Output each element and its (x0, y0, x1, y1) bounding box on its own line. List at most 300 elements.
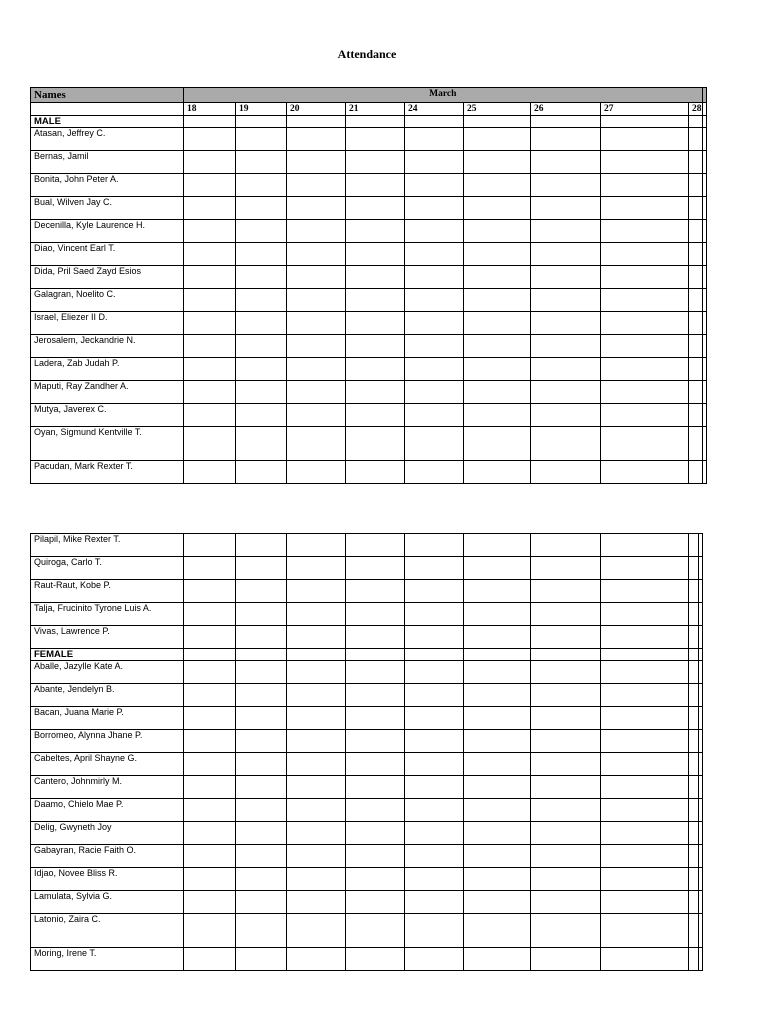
attendance-cell[interactable] (601, 684, 689, 707)
attendance-cell[interactable] (346, 603, 405, 626)
attendance-cell[interactable] (464, 116, 531, 128)
attendance-cell[interactable] (405, 891, 464, 914)
attendance-cell[interactable] (464, 266, 531, 289)
attendance-cell[interactable] (464, 289, 531, 312)
attendance-cell[interactable] (689, 603, 699, 626)
attendance-cell[interactable] (601, 151, 689, 174)
attendance-cell[interactable] (346, 661, 405, 684)
attendance-cell[interactable] (184, 776, 236, 799)
attendance-cell[interactable] (601, 534, 689, 557)
attendance-cell[interactable] (699, 822, 703, 845)
attendance-cell[interactable] (287, 427, 346, 461)
attendance-cell[interactable] (531, 557, 601, 580)
attendance-cell[interactable] (405, 197, 464, 220)
attendance-cell[interactable] (236, 684, 287, 707)
attendance-cell[interactable] (184, 220, 236, 243)
attendance-cell[interactable] (689, 266, 703, 289)
attendance-cell[interactable] (184, 128, 236, 151)
attendance-cell[interactable] (689, 868, 699, 891)
attendance-cell[interactable] (702, 128, 706, 151)
attendance-cell[interactable] (184, 845, 236, 868)
attendance-cell[interactable] (346, 266, 405, 289)
attendance-cell[interactable] (184, 312, 236, 335)
attendance-cell[interactable] (531, 151, 601, 174)
attendance-cell[interactable] (346, 914, 405, 948)
attendance-cell[interactable] (689, 626, 699, 649)
attendance-cell[interactable] (531, 868, 601, 891)
attendance-cell[interactable] (346, 649, 405, 661)
attendance-cell[interactable] (464, 427, 531, 461)
attendance-cell[interactable] (346, 335, 405, 358)
attendance-cell[interactable] (184, 707, 236, 730)
attendance-cell[interactable] (689, 128, 703, 151)
attendance-cell[interactable] (346, 358, 405, 381)
attendance-cell[interactable] (601, 914, 689, 948)
attendance-cell[interactable] (184, 289, 236, 312)
attendance-cell[interactable] (699, 845, 703, 868)
attendance-cell[interactable] (236, 534, 287, 557)
attendance-cell[interactable] (184, 914, 236, 948)
attendance-cell[interactable] (236, 580, 287, 603)
attendance-cell[interactable] (531, 243, 601, 266)
attendance-cell[interactable] (184, 661, 236, 684)
attendance-cell[interactable] (236, 822, 287, 845)
attendance-cell[interactable] (287, 753, 346, 776)
attendance-cell[interactable] (236, 174, 287, 197)
attendance-cell[interactable] (601, 335, 689, 358)
attendance-cell[interactable] (531, 289, 601, 312)
attendance-cell[interactable] (184, 649, 236, 661)
attendance-cell[interactable] (236, 707, 287, 730)
attendance-cell[interactable] (184, 730, 236, 753)
attendance-cell[interactable] (287, 534, 346, 557)
attendance-cell[interactable] (287, 461, 346, 484)
attendance-cell[interactable] (464, 220, 531, 243)
attendance-cell[interactable] (601, 603, 689, 626)
attendance-cell[interactable] (184, 799, 236, 822)
attendance-cell[interactable] (236, 312, 287, 335)
attendance-cell[interactable] (236, 948, 287, 971)
attendance-cell[interactable] (689, 534, 699, 557)
attendance-cell[interactable] (531, 580, 601, 603)
attendance-cell[interactable] (405, 220, 464, 243)
attendance-cell[interactable] (699, 730, 703, 753)
attendance-cell[interactable] (601, 948, 689, 971)
attendance-cell[interactable] (601, 799, 689, 822)
attendance-cell[interactable] (601, 730, 689, 753)
attendance-cell[interactable] (699, 557, 703, 580)
attendance-cell[interactable] (702, 289, 706, 312)
attendance-cell[interactable] (689, 776, 699, 799)
attendance-cell[interactable] (184, 358, 236, 381)
attendance-cell[interactable] (287, 381, 346, 404)
attendance-cell[interactable] (601, 753, 689, 776)
attendance-cell[interactable] (702, 243, 706, 266)
attendance-cell[interactable] (236, 649, 287, 661)
attendance-cell[interactable] (346, 312, 405, 335)
attendance-cell[interactable] (405, 776, 464, 799)
attendance-cell[interactable] (699, 534, 703, 557)
attendance-cell[interactable] (531, 427, 601, 461)
attendance-cell[interactable] (184, 603, 236, 626)
attendance-cell[interactable] (601, 868, 689, 891)
attendance-cell[interactable] (699, 649, 703, 661)
attendance-cell[interactable] (184, 404, 236, 427)
attendance-cell[interactable] (287, 197, 346, 220)
attendance-cell[interactable] (287, 707, 346, 730)
attendance-cell[interactable] (689, 948, 699, 971)
attendance-cell[interactable] (405, 868, 464, 891)
attendance-cell[interactable] (236, 868, 287, 891)
attendance-cell[interactable] (464, 557, 531, 580)
attendance-cell[interactable] (464, 707, 531, 730)
attendance-cell[interactable] (236, 914, 287, 948)
attendance-cell[interactable] (601, 312, 689, 335)
attendance-cell[interactable] (405, 580, 464, 603)
attendance-cell[interactable] (464, 799, 531, 822)
attendance-cell[interactable] (287, 128, 346, 151)
attendance-cell[interactable] (405, 381, 464, 404)
attendance-cell[interactable] (689, 174, 703, 197)
attendance-cell[interactable] (601, 427, 689, 461)
attendance-cell[interactable] (464, 661, 531, 684)
attendance-cell[interactable] (601, 461, 689, 484)
attendance-cell[interactable] (346, 151, 405, 174)
attendance-cell[interactable] (601, 707, 689, 730)
attendance-cell[interactable] (702, 381, 706, 404)
attendance-cell[interactable] (236, 427, 287, 461)
attendance-cell[interactable] (287, 220, 346, 243)
attendance-cell[interactable] (464, 730, 531, 753)
attendance-cell[interactable] (464, 174, 531, 197)
attendance-cell[interactable] (287, 661, 346, 684)
attendance-cell[interactable] (346, 116, 405, 128)
attendance-cell[interactable] (531, 603, 601, 626)
attendance-cell[interactable] (689, 312, 703, 335)
attendance-cell[interactable] (287, 649, 346, 661)
attendance-cell[interactable] (689, 116, 703, 128)
attendance-cell[interactable] (689, 557, 699, 580)
attendance-cell[interactable] (346, 580, 405, 603)
attendance-cell[interactable] (601, 404, 689, 427)
attendance-cell[interactable] (531, 799, 601, 822)
attendance-cell[interactable] (405, 914, 464, 948)
attendance-cell[interactable] (236, 845, 287, 868)
attendance-cell[interactable] (287, 799, 346, 822)
attendance-cell[interactable] (531, 822, 601, 845)
attendance-cell[interactable] (236, 220, 287, 243)
attendance-cell[interactable] (236, 461, 287, 484)
attendance-cell[interactable] (464, 626, 531, 649)
attendance-cell[interactable] (346, 948, 405, 971)
attendance-cell[interactable] (346, 128, 405, 151)
attendance-cell[interactable] (702, 116, 706, 128)
attendance-cell[interactable] (464, 312, 531, 335)
attendance-cell[interactable] (601, 220, 689, 243)
attendance-cell[interactable] (689, 799, 699, 822)
attendance-cell[interactable] (699, 603, 703, 626)
attendance-cell[interactable] (464, 649, 531, 661)
attendance-cell[interactable] (405, 649, 464, 661)
attendance-cell[interactable] (531, 381, 601, 404)
attendance-cell[interactable] (531, 534, 601, 557)
attendance-cell[interactable] (287, 603, 346, 626)
attendance-cell[interactable] (464, 358, 531, 381)
attendance-cell[interactable] (689, 335, 703, 358)
attendance-cell[interactable] (346, 534, 405, 557)
attendance-cell[interactable] (236, 116, 287, 128)
attendance-cell[interactable] (464, 197, 531, 220)
attendance-cell[interactable] (464, 404, 531, 427)
attendance-cell[interactable] (184, 753, 236, 776)
attendance-cell[interactable] (236, 243, 287, 266)
attendance-cell[interactable] (346, 197, 405, 220)
attendance-cell[interactable] (346, 289, 405, 312)
attendance-cell[interactable] (346, 461, 405, 484)
attendance-cell[interactable] (236, 891, 287, 914)
attendance-cell[interactable] (689, 753, 699, 776)
attendance-cell[interactable] (405, 128, 464, 151)
attendance-cell[interactable] (689, 289, 703, 312)
attendance-cell[interactable] (236, 335, 287, 358)
attendance-cell[interactable] (405, 730, 464, 753)
attendance-cell[interactable] (699, 914, 703, 948)
attendance-cell[interactable] (287, 404, 346, 427)
attendance-cell[interactable] (184, 580, 236, 603)
attendance-cell[interactable] (464, 753, 531, 776)
attendance-cell[interactable] (287, 822, 346, 845)
attendance-cell[interactable] (405, 427, 464, 461)
attendance-cell[interactable] (464, 603, 531, 626)
attendance-cell[interactable] (405, 534, 464, 557)
attendance-cell[interactable] (405, 845, 464, 868)
attendance-cell[interactable] (689, 845, 699, 868)
attendance-cell[interactable] (689, 381, 703, 404)
attendance-cell[interactable] (236, 799, 287, 822)
attendance-cell[interactable] (405, 684, 464, 707)
attendance-cell[interactable] (346, 753, 405, 776)
attendance-cell[interactable] (346, 868, 405, 891)
attendance-cell[interactable] (405, 266, 464, 289)
attendance-cell[interactable] (184, 116, 236, 128)
attendance-cell[interactable] (287, 845, 346, 868)
attendance-cell[interactable] (287, 335, 346, 358)
attendance-cell[interactable] (236, 197, 287, 220)
attendance-cell[interactable] (184, 427, 236, 461)
attendance-cell[interactable] (464, 151, 531, 174)
attendance-cell[interactable] (531, 404, 601, 427)
attendance-cell[interactable] (689, 197, 703, 220)
attendance-cell[interactable] (702, 404, 706, 427)
attendance-cell[interactable] (531, 116, 601, 128)
attendance-cell[interactable] (699, 799, 703, 822)
attendance-cell[interactable] (184, 948, 236, 971)
attendance-cell[interactable] (184, 381, 236, 404)
attendance-cell[interactable] (702, 427, 706, 461)
attendance-cell[interactable] (184, 197, 236, 220)
attendance-cell[interactable] (405, 335, 464, 358)
attendance-cell[interactable] (287, 948, 346, 971)
attendance-cell[interactable] (531, 776, 601, 799)
attendance-cell[interactable] (405, 116, 464, 128)
attendance-cell[interactable] (464, 243, 531, 266)
attendance-cell[interactable] (702, 358, 706, 381)
attendance-cell[interactable] (287, 116, 346, 128)
attendance-cell[interactable] (464, 128, 531, 151)
attendance-cell[interactable] (236, 603, 287, 626)
attendance-cell[interactable] (184, 868, 236, 891)
attendance-cell[interactable] (405, 289, 464, 312)
attendance-cell[interactable] (346, 684, 405, 707)
attendance-cell[interactable] (405, 151, 464, 174)
attendance-cell[interactable] (699, 868, 703, 891)
attendance-cell[interactable] (346, 404, 405, 427)
attendance-cell[interactable] (601, 649, 689, 661)
attendance-cell[interactable] (184, 626, 236, 649)
attendance-cell[interactable] (689, 730, 699, 753)
attendance-cell[interactable] (236, 358, 287, 381)
attendance-cell[interactable] (601, 557, 689, 580)
attendance-cell[interactable] (236, 661, 287, 684)
attendance-cell[interactable] (689, 822, 699, 845)
attendance-cell[interactable] (531, 128, 601, 151)
attendance-cell[interactable] (464, 891, 531, 914)
attendance-cell[interactable] (702, 335, 706, 358)
attendance-cell[interactable] (531, 649, 601, 661)
attendance-cell[interactable] (464, 822, 531, 845)
attendance-cell[interactable] (236, 753, 287, 776)
attendance-cell[interactable] (287, 289, 346, 312)
attendance-cell[interactable] (702, 174, 706, 197)
attendance-cell[interactable] (531, 891, 601, 914)
attendance-cell[interactable] (601, 289, 689, 312)
attendance-cell[interactable] (287, 174, 346, 197)
attendance-cell[interactable] (464, 335, 531, 358)
attendance-cell[interactable] (287, 557, 346, 580)
attendance-cell[interactable] (531, 684, 601, 707)
attendance-cell[interactable] (531, 335, 601, 358)
attendance-cell[interactable] (184, 461, 236, 484)
attendance-cell[interactable] (184, 891, 236, 914)
attendance-cell[interactable] (236, 128, 287, 151)
attendance-cell[interactable] (601, 626, 689, 649)
attendance-cell[interactable] (287, 776, 346, 799)
attendance-cell[interactable] (699, 580, 703, 603)
attendance-cell[interactable] (287, 358, 346, 381)
attendance-cell[interactable] (689, 427, 703, 461)
attendance-cell[interactable] (346, 381, 405, 404)
attendance-cell[interactable] (699, 684, 703, 707)
attendance-cell[interactable] (287, 580, 346, 603)
attendance-cell[interactable] (531, 312, 601, 335)
attendance-cell[interactable] (689, 461, 703, 484)
attendance-cell[interactable] (287, 730, 346, 753)
attendance-cell[interactable] (689, 580, 699, 603)
attendance-cell[interactable] (287, 151, 346, 174)
attendance-cell[interactable] (531, 461, 601, 484)
attendance-cell[interactable] (702, 197, 706, 220)
attendance-cell[interactable] (531, 174, 601, 197)
attendance-cell[interactable] (464, 948, 531, 971)
attendance-cell[interactable] (689, 404, 703, 427)
attendance-cell[interactable] (184, 822, 236, 845)
attendance-cell[interactable] (405, 753, 464, 776)
attendance-cell[interactable] (236, 404, 287, 427)
attendance-cell[interactable] (689, 707, 699, 730)
attendance-cell[interactable] (601, 266, 689, 289)
attendance-cell[interactable] (405, 174, 464, 197)
attendance-cell[interactable] (405, 404, 464, 427)
attendance-cell[interactable] (689, 649, 699, 661)
attendance-cell[interactable] (405, 948, 464, 971)
attendance-cell[interactable] (531, 266, 601, 289)
attendance-cell[interactable] (699, 948, 703, 971)
attendance-cell[interactable] (346, 799, 405, 822)
attendance-cell[interactable] (601, 776, 689, 799)
attendance-cell[interactable] (346, 776, 405, 799)
attendance-cell[interactable] (346, 427, 405, 461)
attendance-cell[interactable] (346, 730, 405, 753)
attendance-cell[interactable] (699, 661, 703, 684)
attendance-cell[interactable] (689, 684, 699, 707)
attendance-cell[interactable] (531, 730, 601, 753)
attendance-cell[interactable] (601, 128, 689, 151)
attendance-cell[interactable] (601, 580, 689, 603)
attendance-cell[interactable] (601, 822, 689, 845)
attendance-cell[interactable] (702, 220, 706, 243)
attendance-cell[interactable] (346, 174, 405, 197)
attendance-cell[interactable] (531, 845, 601, 868)
attendance-cell[interactable] (236, 730, 287, 753)
attendance-cell[interactable] (236, 266, 287, 289)
attendance-cell[interactable] (464, 381, 531, 404)
attendance-cell[interactable] (601, 358, 689, 381)
attendance-cell[interactable] (287, 868, 346, 891)
attendance-cell[interactable] (184, 684, 236, 707)
attendance-cell[interactable] (236, 381, 287, 404)
attendance-cell[interactable] (287, 626, 346, 649)
attendance-cell[interactable] (346, 845, 405, 868)
attendance-cell[interactable] (531, 914, 601, 948)
attendance-cell[interactable] (405, 312, 464, 335)
attendance-cell[interactable] (405, 557, 464, 580)
attendance-cell[interactable] (287, 914, 346, 948)
attendance-cell[interactable] (405, 461, 464, 484)
attendance-cell[interactable] (699, 707, 703, 730)
attendance-cell[interactable] (287, 684, 346, 707)
attendance-cell[interactable] (287, 243, 346, 266)
attendance-cell[interactable] (689, 891, 699, 914)
attendance-cell[interactable] (601, 845, 689, 868)
attendance-cell[interactable] (287, 266, 346, 289)
attendance-cell[interactable] (531, 358, 601, 381)
attendance-cell[interactable] (699, 753, 703, 776)
attendance-cell[interactable] (702, 266, 706, 289)
attendance-cell[interactable] (689, 661, 699, 684)
attendance-cell[interactable] (601, 891, 689, 914)
attendance-cell[interactable] (346, 243, 405, 266)
attendance-cell[interactable] (689, 914, 699, 948)
attendance-cell[interactable] (464, 580, 531, 603)
attendance-cell[interactable] (405, 358, 464, 381)
attendance-cell[interactable] (601, 381, 689, 404)
attendance-cell[interactable] (346, 822, 405, 845)
attendance-cell[interactable] (699, 891, 703, 914)
attendance-cell[interactable] (184, 151, 236, 174)
attendance-cell[interactable] (405, 707, 464, 730)
attendance-cell[interactable] (689, 358, 703, 381)
attendance-cell[interactable] (601, 174, 689, 197)
